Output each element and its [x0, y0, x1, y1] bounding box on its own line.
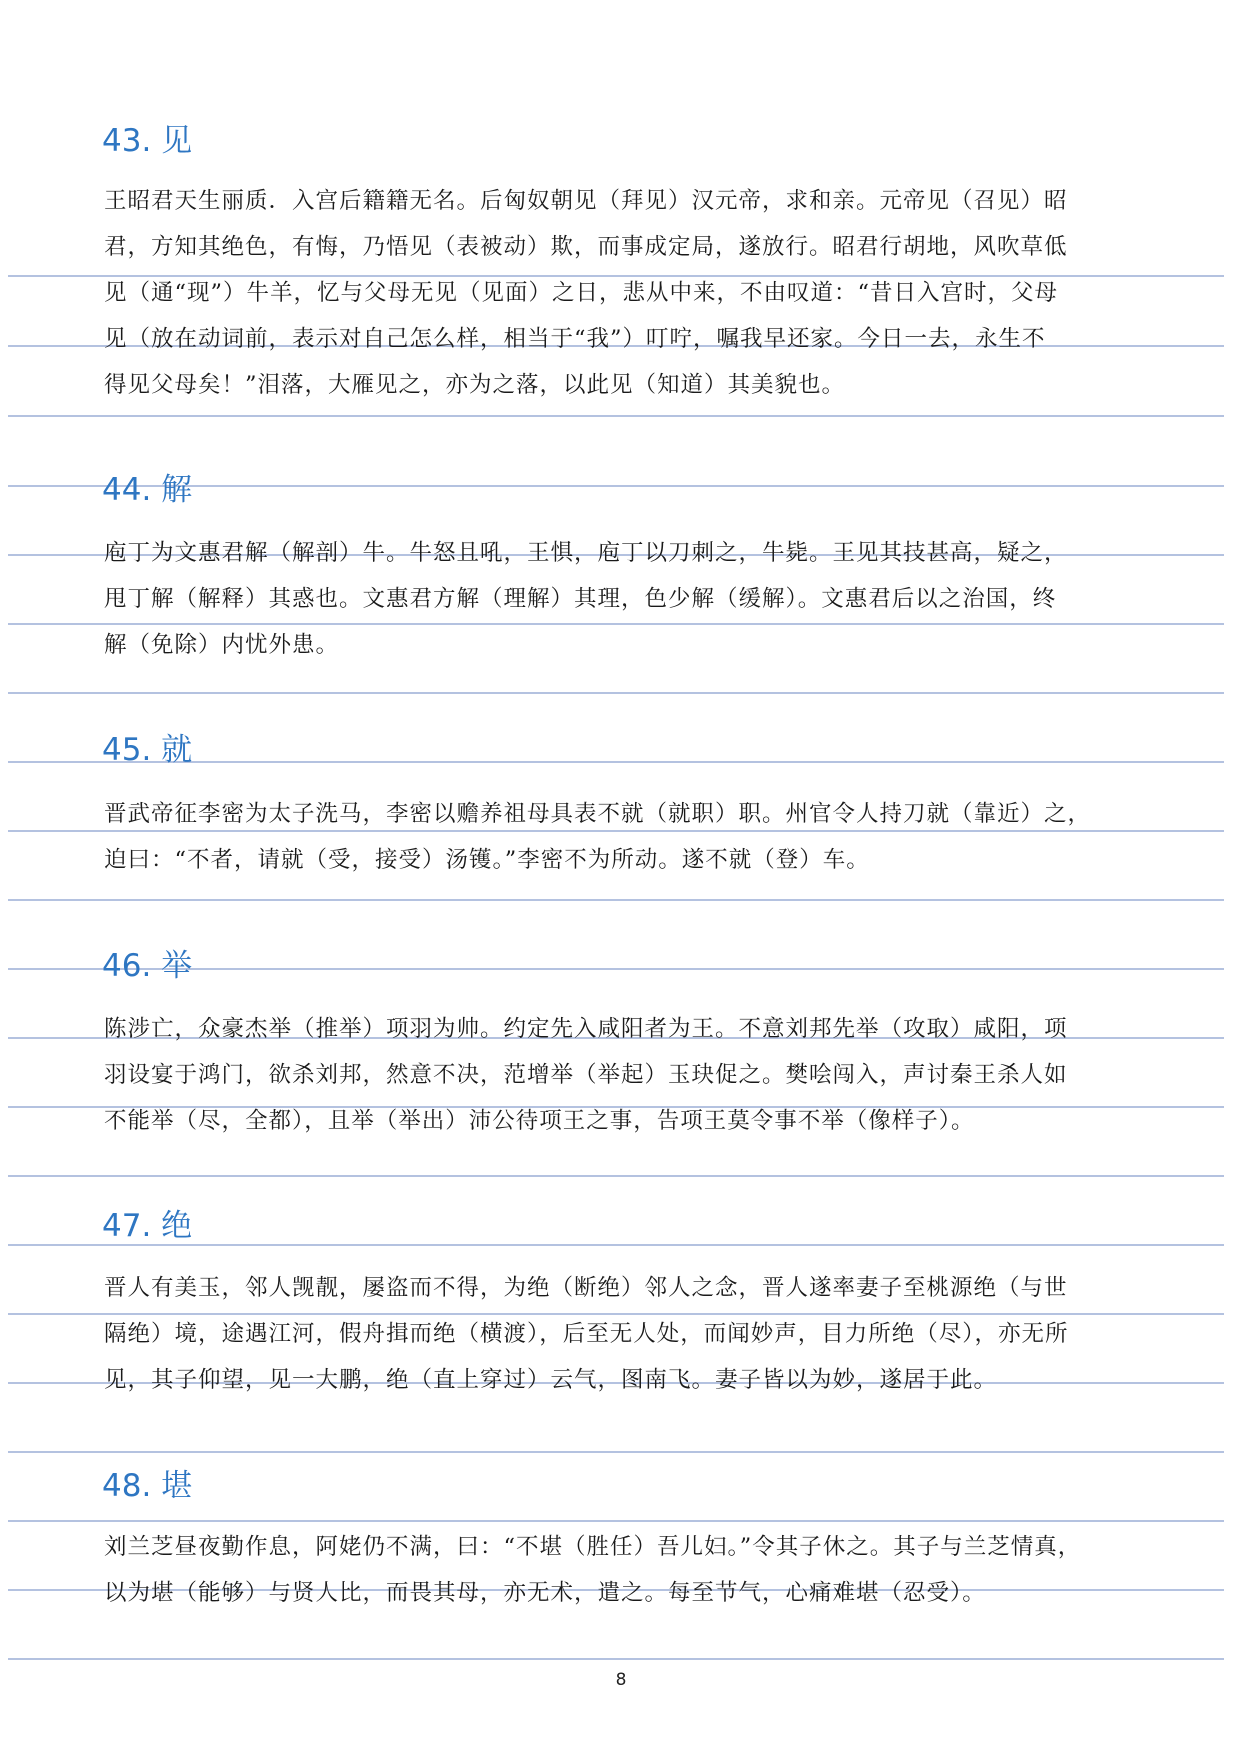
paragraph-line: 见（通“现”）牛羊，忆与父母无见（见面）之日，悲从中来，不由叹道：“昔日入宫时，父母 — [104, 280, 1059, 306]
section-heading: 44. 解 — [102, 472, 193, 508]
paragraph-line: 以为堪（能够）与贤人比，而畏其母，亦无术，遣之。每至节气，心痛难堪（忍受）。 — [104, 1580, 986, 1606]
section-heading: 46. 举 — [102, 948, 193, 984]
paragraph-line: 晋武帝征李密为太子洗马，李密以赡养祖母具表不就（就职）职。州官令人持刀就（靠近）之， — [104, 801, 1092, 827]
section-heading: 45. 就 — [102, 732, 193, 768]
rule-line — [8, 1520, 1224, 1522]
paragraph-line: 羽设宴于鸿门，欲杀刘邦，然意不决，范增举（举起）玉玦促之。樊哙闯入，声讨秦王杀人如 — [104, 1062, 1068, 1088]
rule-line — [8, 1658, 1224, 1660]
rule-line — [8, 1175, 1224, 1177]
paragraph-line: 迫曰：“不者，请就（受，接受）汤镬。”李密不为所动。遂不就（登）车。 — [104, 847, 870, 873]
page-number: 8 — [615, 1670, 627, 1690]
paragraph-line: 晋人有美玉，邻人觊靓，屡盗而不得，为绝（断绝）邻人之念，晋人遂率妻子至桃源绝（与世 — [104, 1275, 1068, 1301]
rule-line — [8, 899, 1224, 901]
paragraph-line: 解（免除）内忧外患。 — [104, 632, 340, 658]
paragraph-line: 陈涉亡，众豪杰举（推举）项羽为帅。约定先入咸阳者为王。不意刘邦先举（攻取）咸阳，项 — [104, 1016, 1068, 1042]
paragraph-line: 庖丁为文惠君解（解剖）牛。牛怒且吼，王惧，庖丁以刀刺之，牛毙。王见其技甚高，疑之， — [104, 540, 1068, 566]
section-heading: 48. 堪 — [102, 1468, 193, 1504]
paragraph-line: 见（放在动词前，表示对自己怎么样，相当于“我”）叮咛，嘱我早还家。今日一去，永生不 — [104, 326, 1046, 352]
paragraph-line: 隔绝）境，途遇江河，假舟揖而绝（横渡），后至无人处，而闻妙声，目力所绝（尽），亦无所 — [104, 1321, 1069, 1347]
paragraph-line: 见，其子仰望，见一大鹏，绝（直上穿过）云气，图南飞。妻子皆以为妙，遂居于此。 — [104, 1367, 998, 1393]
rule-line — [8, 415, 1224, 417]
paragraph-line: 甩丁解（解释）其惑也。文惠君方解（理解）其理，色少解（缓解）。文惠君后以之治国，终 — [104, 586, 1057, 612]
rule-line — [8, 1451, 1224, 1453]
paragraph-line: 王昭君天生丽质．入宫后籍籍无名。后匈奴朝见（拜见）汉元帝，求和亲。元帝见（召见）昭 — [104, 188, 1068, 214]
paragraph-line: 君，方知其绝色，有悔，乃悟见（表被动）欺，而事成定局，遂放行。昭君行胡地，风吹草低 — [104, 234, 1068, 260]
rule-line — [8, 692, 1224, 694]
rule-line — [8, 275, 1224, 277]
paragraph-line: 不能举（尽，全都），且举（举出）沛公待项王之事，告项王莫令事不举（像样子）。 — [104, 1108, 975, 1134]
section-heading: 43. 见 — [102, 123, 193, 159]
section-heading: 47. 绝 — [102, 1208, 193, 1244]
paragraph-line: 得见父母矣！”泪落，大雁见之，亦为之落，以此见（知道）其美貌也。 — [104, 372, 846, 398]
paragraph-line: 刘兰芝昼夜勤作息，阿姥仍不满，曰：“不堪（胜任）吾儿妇。”令其子休之。其子与兰芝情真， — [104, 1534, 1082, 1560]
rule-line — [8, 1313, 1224, 1315]
rule-line — [8, 830, 1224, 832]
rule-line — [8, 623, 1224, 625]
